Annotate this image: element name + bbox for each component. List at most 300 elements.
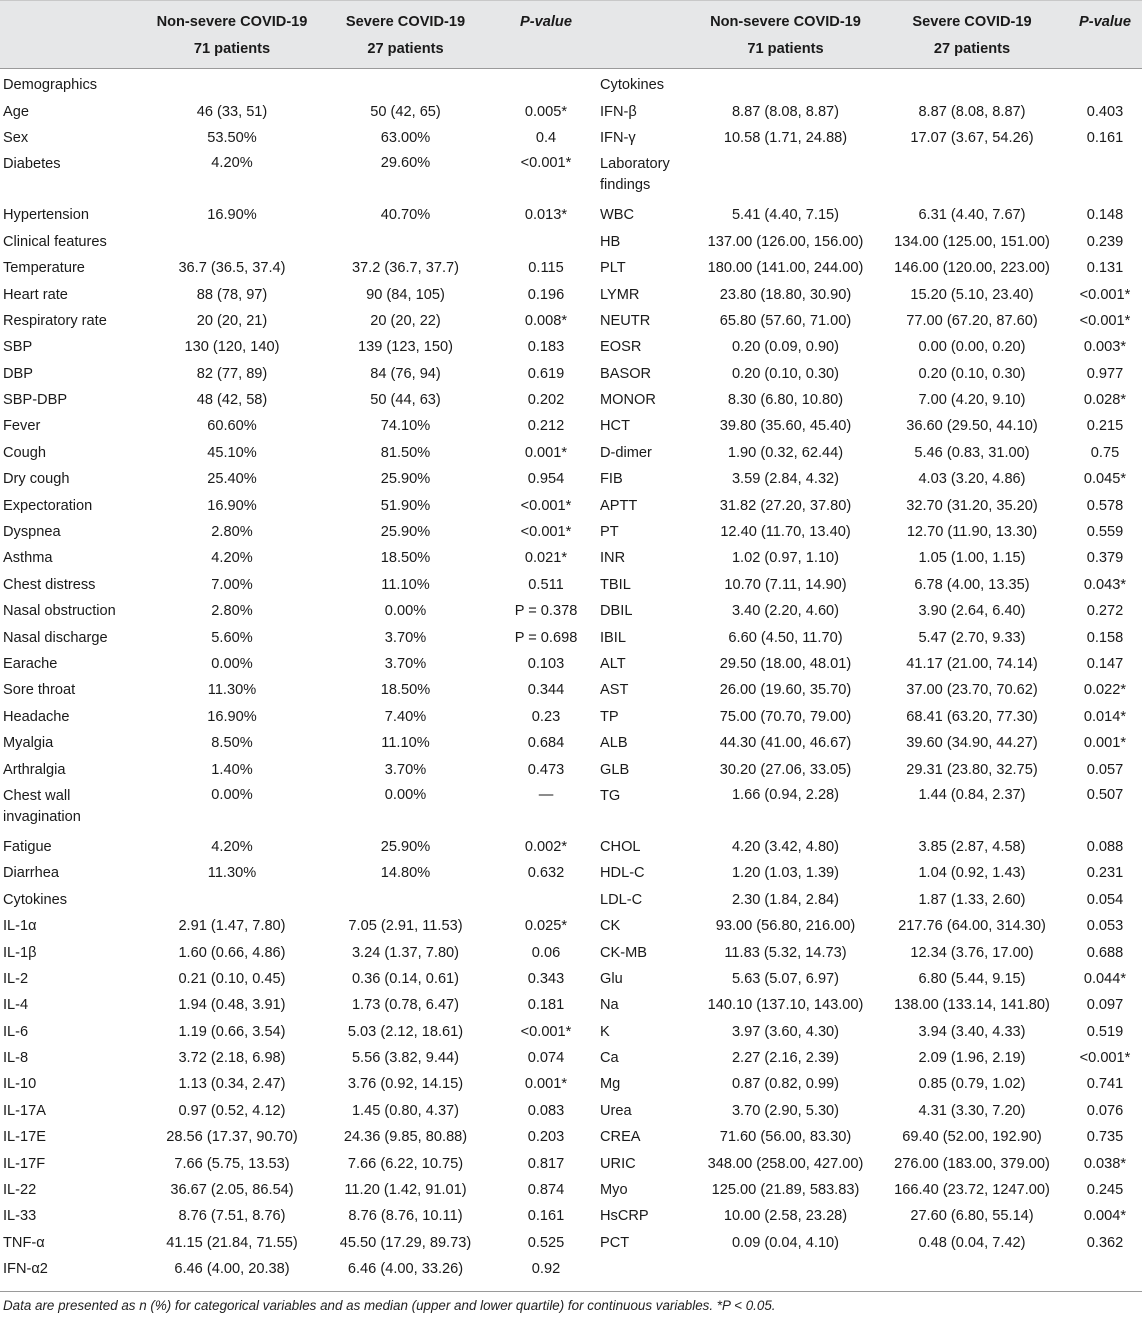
left-nonsevere-cell: 16.90% bbox=[207, 207, 257, 224]
right-pvalue-cell: 0.215 bbox=[1086, 418, 1124, 435]
right-severe-cell: 32.70 (31.20, 35.20) bbox=[906, 497, 1038, 514]
right-pvalue-cell: 0.161 bbox=[1086, 129, 1124, 146]
right-pvalue-cell: 0.038* bbox=[1083, 1155, 1127, 1172]
left-pvalue-cell: 0.525 bbox=[527, 1234, 565, 1251]
left-nonsevere-cell: 2.80% bbox=[211, 603, 253, 620]
header-pvalue-right: P-value bbox=[1079, 14, 1131, 30]
left-severe-cell: 24.36 (9.85, 80.88) bbox=[343, 1129, 468, 1146]
left-severe-cell: 11.10% bbox=[381, 735, 430, 752]
right-variable-cell: AST bbox=[600, 682, 629, 699]
left-severe-cell: 63.00% bbox=[380, 129, 431, 146]
right-variable-cell: EOSR bbox=[600, 339, 642, 356]
right-nonsevere-cell: 11.83 (5.32, 14.73) bbox=[724, 944, 847, 961]
right-pvalue-cell: 0.519 bbox=[1086, 1023, 1124, 1040]
right-variable-cell: PT bbox=[600, 524, 619, 541]
right-pvalue-cell: 0.057 bbox=[1086, 761, 1124, 778]
left-severe-cell: 0.00% bbox=[384, 786, 427, 803]
left-severe-cell: 7.66 (6.22, 10.75) bbox=[347, 1155, 464, 1172]
left-pvalue-cell: 0.181 bbox=[527, 997, 565, 1014]
table-row bbox=[0, 1124, 1142, 1150]
table-row bbox=[0, 598, 1142, 624]
right-nonsevere-cell: 71.60 (56.00, 83.30) bbox=[719, 1129, 852, 1146]
left-nonsevere-cell: 88 (78, 97) bbox=[196, 286, 268, 303]
right-severe-cell: 1.04 (0.92, 1.43) bbox=[918, 865, 1026, 882]
left-nonsevere-cell: 20 (20, 21) bbox=[196, 312, 268, 329]
right-nonsevere-cell: 0.87 (0.82, 0.99) bbox=[731, 1076, 840, 1093]
left-nonsevere-cell: 1.19 (0.66, 3.54) bbox=[178, 1023, 286, 1040]
left-severe-cell: 3.70% bbox=[384, 656, 427, 672]
right-severe-cell: 3.85 (2.87, 4.58) bbox=[918, 838, 1026, 855]
right-pvalue-cell bbox=[1068, 151, 1142, 202]
header-severe-right-title: Severe COVID-19 bbox=[912, 14, 1032, 30]
right-variable-cell: HsCRP bbox=[600, 1208, 649, 1225]
right-nonsevere-cell: 180.00 (141.00, 244.00) bbox=[707, 260, 864, 277]
right-nonsevere-cell: 0.20 (0.10, 0.30) bbox=[731, 365, 840, 382]
table-row bbox=[0, 125, 1142, 151]
left-nonsevere-cell: 45.10% bbox=[207, 444, 257, 461]
right-nonsevere-cell: 26.00 (19.60, 35.70) bbox=[719, 682, 852, 699]
left-severe-cell: 5.03 (2.12, 18.61) bbox=[347, 1023, 464, 1040]
left-pvalue-cell: 0.954 bbox=[527, 471, 565, 488]
left-nonsevere-cell: 0.00% bbox=[211, 786, 253, 803]
left-nonsevere-cell: 1.13 (0.34, 2.47) bbox=[178, 1076, 286, 1093]
left-pvalue-cell: 0.202 bbox=[527, 392, 565, 409]
right-severe-cell: 69.40 (52.00, 192.90) bbox=[902, 1129, 1042, 1146]
table-row bbox=[0, 151, 1142, 202]
right-variable-cell: IFN-γ bbox=[600, 129, 636, 146]
right-nonsevere-cell: 8.30 (6.80, 10.80) bbox=[727, 392, 844, 409]
right-variable-cell: CK bbox=[600, 918, 621, 935]
right-severe-cell: 27.60 (6.80, 55.14) bbox=[910, 1208, 1034, 1225]
right-severe-cell: 41.17 (21.00, 74.14) bbox=[906, 656, 1038, 672]
right-severe-cell: 134.00 (125.00, 151.00) bbox=[894, 233, 1050, 250]
right-pvalue-cell: 0.147 bbox=[1086, 656, 1124, 672]
table-row bbox=[0, 1071, 1142, 1097]
right-variable-cell: Na bbox=[600, 997, 619, 1014]
right-variable-cell: HCT bbox=[600, 418, 630, 435]
right-variable-cell: INR bbox=[600, 550, 626, 567]
left-severe-cell: 90 (84, 105) bbox=[366, 286, 445, 303]
left-severe-cell: 0.00% bbox=[384, 603, 427, 620]
right-variable-cell: HB bbox=[600, 233, 621, 250]
left-variable-cell: Cough bbox=[3, 444, 47, 461]
right-severe-cell: 6.78 (4.00, 13.35) bbox=[914, 576, 1030, 593]
left-variable-cell: IL-17E bbox=[3, 1129, 46, 1146]
header-pvalue-left: P-value bbox=[520, 14, 572, 30]
right-severe-cell: 5.47 (2.70, 9.33) bbox=[918, 629, 1026, 646]
left-severe-cell: 3.76 (0.92, 14.15) bbox=[347, 1076, 464, 1093]
left-severe-cell: 6.46 (4.00, 33.26) bbox=[347, 1261, 464, 1278]
right-severe-cell: 138.00 (133.14, 141.80) bbox=[894, 997, 1050, 1014]
left-pvalue-cell bbox=[495, 68, 597, 98]
right-severe-cell: 3.90 (2.64, 6.40) bbox=[918, 603, 1026, 620]
right-severe-cell: 68.41 (63.20, 77.30) bbox=[906, 708, 1038, 725]
left-nonsevere-cell: 8.50% bbox=[211, 735, 253, 752]
right-pvalue-cell: 0.053 bbox=[1086, 918, 1124, 935]
left-nonsevere-cell bbox=[148, 68, 316, 98]
table-row bbox=[0, 783, 1142, 834]
right-severe-cell bbox=[876, 68, 1068, 98]
right-pvalue-cell: 0.131 bbox=[1086, 260, 1124, 277]
left-pvalue-cell: 0.021* bbox=[524, 550, 568, 567]
right-nonsevere-cell: 29.50 (18.00, 48.01) bbox=[719, 656, 852, 672]
left-nonsevere-cell bbox=[148, 887, 316, 913]
left-pvalue-cell: <0.001* bbox=[520, 1023, 572, 1040]
table-row bbox=[0, 308, 1142, 334]
right-pvalue-cell: 0.231 bbox=[1086, 865, 1124, 882]
right-severe-cell: 1.05 (1.00, 1.15) bbox=[918, 550, 1026, 567]
right-nonsevere-cell: 1.90 (0.32, 62.44) bbox=[727, 444, 844, 461]
right-variable-cell: D-dimer bbox=[600, 444, 652, 461]
left-variable-cell: Expectoration bbox=[3, 497, 93, 514]
left-variable-cell: Sex bbox=[3, 129, 29, 146]
right-severe-cell: 276.00 (183.00, 379.00) bbox=[894, 1155, 1050, 1172]
left-variable-cell: IL-1α bbox=[3, 918, 37, 935]
right-variable-cell: ALT bbox=[600, 656, 626, 672]
right-severe-cell: 77.00 (67.20, 87.60) bbox=[906, 312, 1038, 329]
table-row bbox=[0, 492, 1142, 518]
right-severe-cell: 17.07 (3.67, 54.26) bbox=[910, 129, 1034, 146]
right-severe-cell: 0.20 (0.10, 0.30) bbox=[918, 365, 1026, 382]
table-row bbox=[0, 387, 1142, 413]
right-variable-cell: LDL-C bbox=[600, 891, 643, 908]
table-row bbox=[0, 624, 1142, 650]
right-pvalue-cell: 0.054 bbox=[1086, 891, 1124, 908]
left-variable-cell: Headache bbox=[3, 708, 70, 725]
right-nonsevere-cell: 0.20 (0.09, 0.90) bbox=[731, 339, 840, 356]
left-severe-cell: 25.90% bbox=[380, 838, 431, 855]
left-nonsevere-cell: 25.40% bbox=[207, 471, 257, 488]
left-nonsevere-cell: 53.50% bbox=[207, 129, 257, 146]
right-variable-cell: PCT bbox=[600, 1234, 630, 1251]
left-variable-cell: Sore throat bbox=[3, 682, 76, 699]
left-nonsevere-cell: 130 (120, 140) bbox=[184, 339, 280, 356]
left-variable-cell: Cytokines bbox=[3, 891, 68, 908]
left-severe-cell: 11.20 (1.42, 91.01) bbox=[344, 1182, 467, 1199]
right-pvalue-cell: 0.004* bbox=[1083, 1208, 1127, 1225]
right-nonsevere-cell: 3.70 (2.90, 5.30) bbox=[731, 1102, 840, 1119]
right-pvalue-cell: 0.088 bbox=[1086, 838, 1124, 855]
right-pvalue-cell: 0.75 bbox=[1090, 444, 1120, 461]
left-severe-cell: 3.70% bbox=[384, 761, 427, 778]
right-nonsevere-cell: 65.80 (57.60, 71.00) bbox=[719, 312, 852, 329]
left-pvalue-cell bbox=[495, 229, 597, 255]
left-pvalue-cell: 0.001* bbox=[524, 444, 568, 461]
right-severe-cell: 0.00 (0.00, 0.20) bbox=[918, 339, 1026, 356]
left-nonsevere-cell: 2.91 (1.47, 7.80) bbox=[178, 918, 286, 935]
left-severe-cell: 74.10% bbox=[380, 418, 431, 435]
left-pvalue-cell: 0.817 bbox=[527, 1155, 565, 1172]
left-pvalue-cell: 0.083 bbox=[527, 1102, 565, 1119]
right-variable-cell: K bbox=[600, 1023, 610, 1040]
table-row bbox=[0, 519, 1142, 545]
left-pvalue-cell: 0.06 bbox=[531, 944, 561, 961]
table-row bbox=[0, 1150, 1142, 1176]
left-pvalue-cell: 0.619 bbox=[527, 365, 565, 382]
right-pvalue-cell: 0.578 bbox=[1086, 497, 1124, 514]
right-severe-cell: 1.87 (1.33, 2.60) bbox=[918, 891, 1026, 908]
left-nonsevere-cell: 4.20% bbox=[211, 550, 253, 567]
left-severe-cell: 25.90% bbox=[380, 524, 431, 541]
left-pvalue-cell: 0.103 bbox=[527, 656, 565, 672]
left-severe-cell: 84 (76, 94) bbox=[370, 365, 441, 382]
right-pvalue-cell: 0.003* bbox=[1083, 339, 1127, 356]
left-nonsevere-cell: 0.21 (0.10, 0.45) bbox=[178, 970, 286, 987]
right-variable-cell bbox=[597, 1256, 695, 1282]
left-variable-cell: TNF-α bbox=[3, 1234, 45, 1251]
left-pvalue-cell: 0.002* bbox=[524, 838, 568, 855]
table-header bbox=[0, 0, 1142, 68]
right-nonsevere-cell: 2.30 (1.84, 2.84) bbox=[731, 891, 840, 908]
left-variable-cell: Demographics bbox=[3, 77, 98, 94]
right-nonsevere-cell: 12.40 (11.70, 13.40) bbox=[720, 524, 851, 541]
left-variable-cell: Fatigue bbox=[3, 838, 52, 855]
left-variable-cell: SBP bbox=[3, 339, 33, 356]
left-severe-cell: 7.40% bbox=[384, 708, 427, 725]
left-variable-cell: Hypertension bbox=[3, 207, 89, 224]
right-pvalue-cell: 0.001* bbox=[1083, 735, 1127, 752]
left-severe-cell: 139 (123, 150) bbox=[358, 339, 453, 356]
table-row bbox=[0, 440, 1142, 466]
left-variable-cell: IL-10 bbox=[3, 1076, 37, 1093]
right-pvalue-cell: <0.001* bbox=[1079, 286, 1131, 303]
left-variable-cell: Arthralgia bbox=[3, 761, 66, 778]
right-nonsevere-cell: 75.00 (70.70, 79.00) bbox=[719, 708, 852, 725]
left-pvalue-cell bbox=[495, 887, 597, 913]
right-severe-cell bbox=[876, 151, 1068, 202]
left-pvalue-cell: 0.4 bbox=[535, 129, 557, 146]
left-severe-cell: 1.73 (0.78, 6.47) bbox=[351, 997, 460, 1014]
left-pvalue-cell: P = 0.378 bbox=[514, 603, 578, 620]
right-pvalue-cell: 0.097 bbox=[1086, 997, 1124, 1014]
left-pvalue-cell: 0.212 bbox=[527, 418, 565, 435]
header-nonsevere-right-n: 71 patients bbox=[747, 40, 824, 57]
left-variable-cell: Chest wall invagination bbox=[3, 787, 81, 825]
left-severe-cell: 18.50% bbox=[380, 550, 431, 567]
table-row bbox=[0, 68, 1142, 98]
right-variable-cell: NEUTR bbox=[600, 312, 651, 329]
header-row bbox=[0, 0, 1142, 68]
right-variable-cell: CK-MB bbox=[600, 944, 648, 961]
right-pvalue-cell: 0.741 bbox=[1086, 1076, 1124, 1093]
table-row bbox=[0, 255, 1142, 281]
right-severe-cell: 0.48 (0.04, 7.42) bbox=[918, 1234, 1026, 1251]
table-row bbox=[0, 756, 1142, 782]
left-severe-cell: 14.80% bbox=[380, 865, 431, 882]
left-nonsevere-cell: 0.00% bbox=[211, 656, 253, 672]
table-row bbox=[0, 98, 1142, 124]
left-pvalue-cell: 0.23 bbox=[531, 708, 561, 725]
right-nonsevere-cell: 140.10 (137.10, 143.00) bbox=[707, 997, 864, 1014]
header-severe-left bbox=[316, 0, 495, 68]
right-nonsevere-cell: 93.00 (56.80, 216.00) bbox=[715, 918, 856, 935]
left-variable-cell: Nasal obstruction bbox=[3, 603, 116, 620]
table-row bbox=[0, 1230, 1142, 1256]
header-nonsevere-left-n: 71 patients bbox=[193, 40, 271, 57]
left-nonsevere-cell: 4.20% bbox=[211, 155, 253, 172]
left-variable-cell: Diarrhea bbox=[3, 865, 59, 882]
right-severe-cell: 166.40 (23.72, 1247.00) bbox=[894, 1182, 1050, 1199]
left-nonsevere-cell: 1.94 (0.48, 3.91) bbox=[178, 997, 286, 1014]
right-severe-cell: 36.60 (29.50, 44.10) bbox=[906, 418, 1038, 435]
right-pvalue-cell: 0.239 bbox=[1086, 233, 1124, 250]
left-nonsevere-cell bbox=[148, 229, 316, 255]
right-variable-cell: LYMR bbox=[600, 286, 640, 303]
left-severe-cell bbox=[316, 229, 495, 255]
right-nonsevere-cell: 30.20 (27.06, 33.05) bbox=[719, 761, 852, 778]
right-pvalue-cell: 0.735 bbox=[1086, 1129, 1124, 1146]
right-nonsevere-cell: 1.20 (1.03, 1.39) bbox=[731, 865, 840, 882]
left-nonsevere-cell: 4.20% bbox=[211, 838, 253, 855]
right-nonsevere-cell: 0.09 (0.04, 4.10) bbox=[731, 1234, 840, 1251]
right-nonsevere-cell: 348.00 (258.00, 427.00) bbox=[707, 1155, 864, 1172]
left-severe-cell: 3.24 (1.37, 7.80) bbox=[351, 944, 460, 961]
right-pvalue-cell: 0.148 bbox=[1086, 207, 1124, 224]
table-row bbox=[0, 1177, 1142, 1203]
left-pvalue-cell: 0.196 bbox=[527, 286, 565, 303]
left-variable-cell: Fever bbox=[3, 418, 41, 435]
right-pvalue-cell: 0.245 bbox=[1086, 1182, 1124, 1199]
right-severe-cell bbox=[876, 1256, 1068, 1282]
right-pvalue-cell: 0.022* bbox=[1083, 682, 1127, 699]
right-variable-cell: APTT bbox=[600, 497, 638, 514]
left-pvalue-cell: 0.013* bbox=[524, 207, 568, 224]
header-blank-left bbox=[0, 0, 148, 68]
right-nonsevere-cell: 6.60 (4.50, 11.70) bbox=[728, 629, 843, 646]
right-variable-cell: TBIL bbox=[600, 576, 631, 593]
left-pvalue-cell: 0.874 bbox=[527, 1182, 565, 1199]
left-variable-cell: IL-22 bbox=[3, 1182, 37, 1199]
left-variable-cell: Diabetes bbox=[3, 156, 61, 173]
right-pvalue-cell: 0.272 bbox=[1086, 603, 1124, 620]
left-severe-cell: 40.70% bbox=[380, 207, 431, 224]
header-nonsevere-left bbox=[148, 0, 316, 68]
right-variable-cell: Mg bbox=[600, 1076, 621, 1093]
left-pvalue-cell: — bbox=[538, 786, 554, 803]
right-severe-cell: 8.87 (8.08, 8.87) bbox=[918, 103, 1026, 120]
table-row bbox=[0, 651, 1142, 677]
table-row bbox=[0, 860, 1142, 886]
right-nonsevere-cell: 4.20 (3.42, 4.80) bbox=[731, 838, 840, 855]
table-row bbox=[0, 704, 1142, 730]
right-severe-cell: 39.60 (34.90, 44.27) bbox=[906, 735, 1038, 752]
right-variable-cell: TG bbox=[600, 787, 621, 804]
right-pvalue-cell: 0.076 bbox=[1086, 1102, 1124, 1119]
left-nonsevere-cell: 60.60% bbox=[207, 418, 257, 435]
left-variable-cell: Myalgia bbox=[3, 735, 54, 752]
right-severe-cell: 6.80 (5.44, 9.15) bbox=[918, 970, 1026, 987]
table-footnote: Data are presented as n (%) for categorical variables and as median (upper and lower quartile) for continuous variables. *P < 0.05. bbox=[3, 1298, 776, 1313]
left-variable-cell: IL-8 bbox=[3, 1050, 29, 1067]
left-nonsevere-cell: 1.40% bbox=[211, 761, 253, 778]
left-nonsevere-cell: 41.15 (21.84, 71.55) bbox=[166, 1234, 298, 1251]
left-severe-cell: 18.50% bbox=[380, 682, 431, 699]
left-pvalue-cell: 0.343 bbox=[527, 970, 565, 987]
right-severe-cell: 3.94 (3.40, 4.33) bbox=[918, 1023, 1026, 1040]
left-variable-cell: Asthma bbox=[3, 550, 53, 567]
left-nonsevere-cell: 16.90% bbox=[207, 708, 257, 725]
right-nonsevere-cell: 3.97 (3.60, 4.30) bbox=[731, 1023, 840, 1040]
left-nonsevere-cell: 1.60 (0.66, 4.86) bbox=[178, 944, 286, 961]
left-nonsevere-cell: 16.90% bbox=[207, 497, 257, 514]
left-severe-cell: 20 (20, 22) bbox=[370, 312, 441, 329]
right-pvalue-cell: <0.001* bbox=[1079, 312, 1131, 329]
right-pvalue-cell: 0.507 bbox=[1086, 786, 1124, 803]
right-nonsevere-cell bbox=[695, 68, 876, 98]
left-variable-cell: IFN-α2 bbox=[3, 1261, 48, 1278]
left-variable-cell: Dry cough bbox=[3, 471, 70, 488]
left-variable-cell: Dyspnea bbox=[3, 524, 61, 541]
header-nonsevere-right bbox=[695, 0, 876, 68]
right-nonsevere-cell: 8.87 (8.08, 8.87) bbox=[731, 103, 840, 120]
right-severe-cell: 6.31 (4.40, 7.67) bbox=[918, 207, 1026, 224]
left-pvalue-cell: 0.203 bbox=[527, 1129, 565, 1146]
right-pvalue-cell: 0.688 bbox=[1086, 944, 1124, 961]
left-severe-cell: 25.90% bbox=[380, 471, 431, 488]
left-pvalue-cell: 0.008* bbox=[524, 312, 568, 329]
right-variable-cell: DBIL bbox=[600, 603, 633, 620]
table-row bbox=[0, 834, 1142, 860]
left-nonsevere-cell: 36.7 (36.5, 37.4) bbox=[178, 260, 286, 277]
right-pvalue-cell: 0.044* bbox=[1083, 970, 1127, 987]
left-nonsevere-cell: 5.60% bbox=[211, 629, 253, 646]
left-nonsevere-cell: 28.56 (17.37, 90.70) bbox=[166, 1129, 298, 1146]
left-severe-cell: 45.50 (17.29, 89.73) bbox=[339, 1234, 472, 1251]
left-pvalue-cell: 0.92 bbox=[531, 1261, 561, 1278]
right-severe-cell: 1.44 (0.84, 2.37) bbox=[918, 786, 1026, 803]
right-variable-cell: CHOL bbox=[600, 838, 641, 855]
right-variable-cell: Cytokines bbox=[600, 77, 665, 94]
right-pvalue-cell bbox=[1068, 1256, 1142, 1282]
left-severe-cell: 1.45 (0.80, 4.37) bbox=[351, 1102, 460, 1119]
table-bottom-rule bbox=[0, 1291, 1142, 1292]
left-pvalue-cell: <0.001* bbox=[520, 497, 572, 514]
left-variable-cell: DBP bbox=[3, 365, 34, 382]
right-severe-cell: 12.34 (3.76, 17.00) bbox=[910, 944, 1034, 961]
left-nonsevere-cell: 48 (42, 58) bbox=[196, 392, 268, 409]
table-row bbox=[0, 1019, 1142, 1045]
right-nonsevere-cell bbox=[695, 151, 876, 202]
left-severe-cell: 3.70% bbox=[384, 629, 427, 646]
left-variable-cell: IL-1β bbox=[3, 944, 37, 961]
right-severe-cell: 4.31 (3.30, 7.20) bbox=[918, 1102, 1026, 1119]
left-nonsevere-cell: 6.46 (4.00, 20.38) bbox=[174, 1261, 290, 1278]
right-variable-cell: Ca bbox=[600, 1050, 619, 1067]
left-variable-cell: IL-17A bbox=[3, 1102, 46, 1119]
left-nonsevere-cell: 8.76 (7.51, 8.76) bbox=[178, 1208, 286, 1225]
left-variable-cell: IL-6 bbox=[3, 1023, 29, 1040]
table-row bbox=[0, 229, 1142, 255]
left-pvalue-cell: <0.001* bbox=[520, 155, 572, 172]
table-row bbox=[0, 730, 1142, 756]
right-severe-cell: 37.00 (23.70, 70.62) bbox=[906, 682, 1038, 699]
left-variable-cell: Earache bbox=[3, 656, 58, 672]
right-nonsevere-cell: 1.02 (0.97, 1.10) bbox=[731, 550, 840, 567]
left-pvalue-cell: 0.511 bbox=[528, 576, 564, 593]
right-pvalue-cell: 0.158 bbox=[1086, 629, 1124, 646]
left-pvalue-cell: 0.025* bbox=[524, 918, 568, 935]
left-variable-cell: SBP-DBP bbox=[3, 392, 68, 409]
left-nonsevere-cell: 11.30% bbox=[207, 865, 257, 882]
left-severe-cell: 51.90% bbox=[380, 497, 431, 514]
right-nonsevere-cell: 10.00 (2.58, 23.28) bbox=[723, 1208, 848, 1225]
header-severe-left-n: 27 patients bbox=[367, 40, 444, 57]
left-pvalue-cell: 0.001* bbox=[524, 1076, 568, 1093]
right-pvalue-cell: 0.379 bbox=[1086, 550, 1124, 567]
left-pvalue-cell: 0.183 bbox=[527, 339, 565, 356]
left-severe-cell: 50 (44, 63) bbox=[370, 392, 441, 409]
left-pvalue-cell: P = 0.698 bbox=[514, 629, 578, 646]
